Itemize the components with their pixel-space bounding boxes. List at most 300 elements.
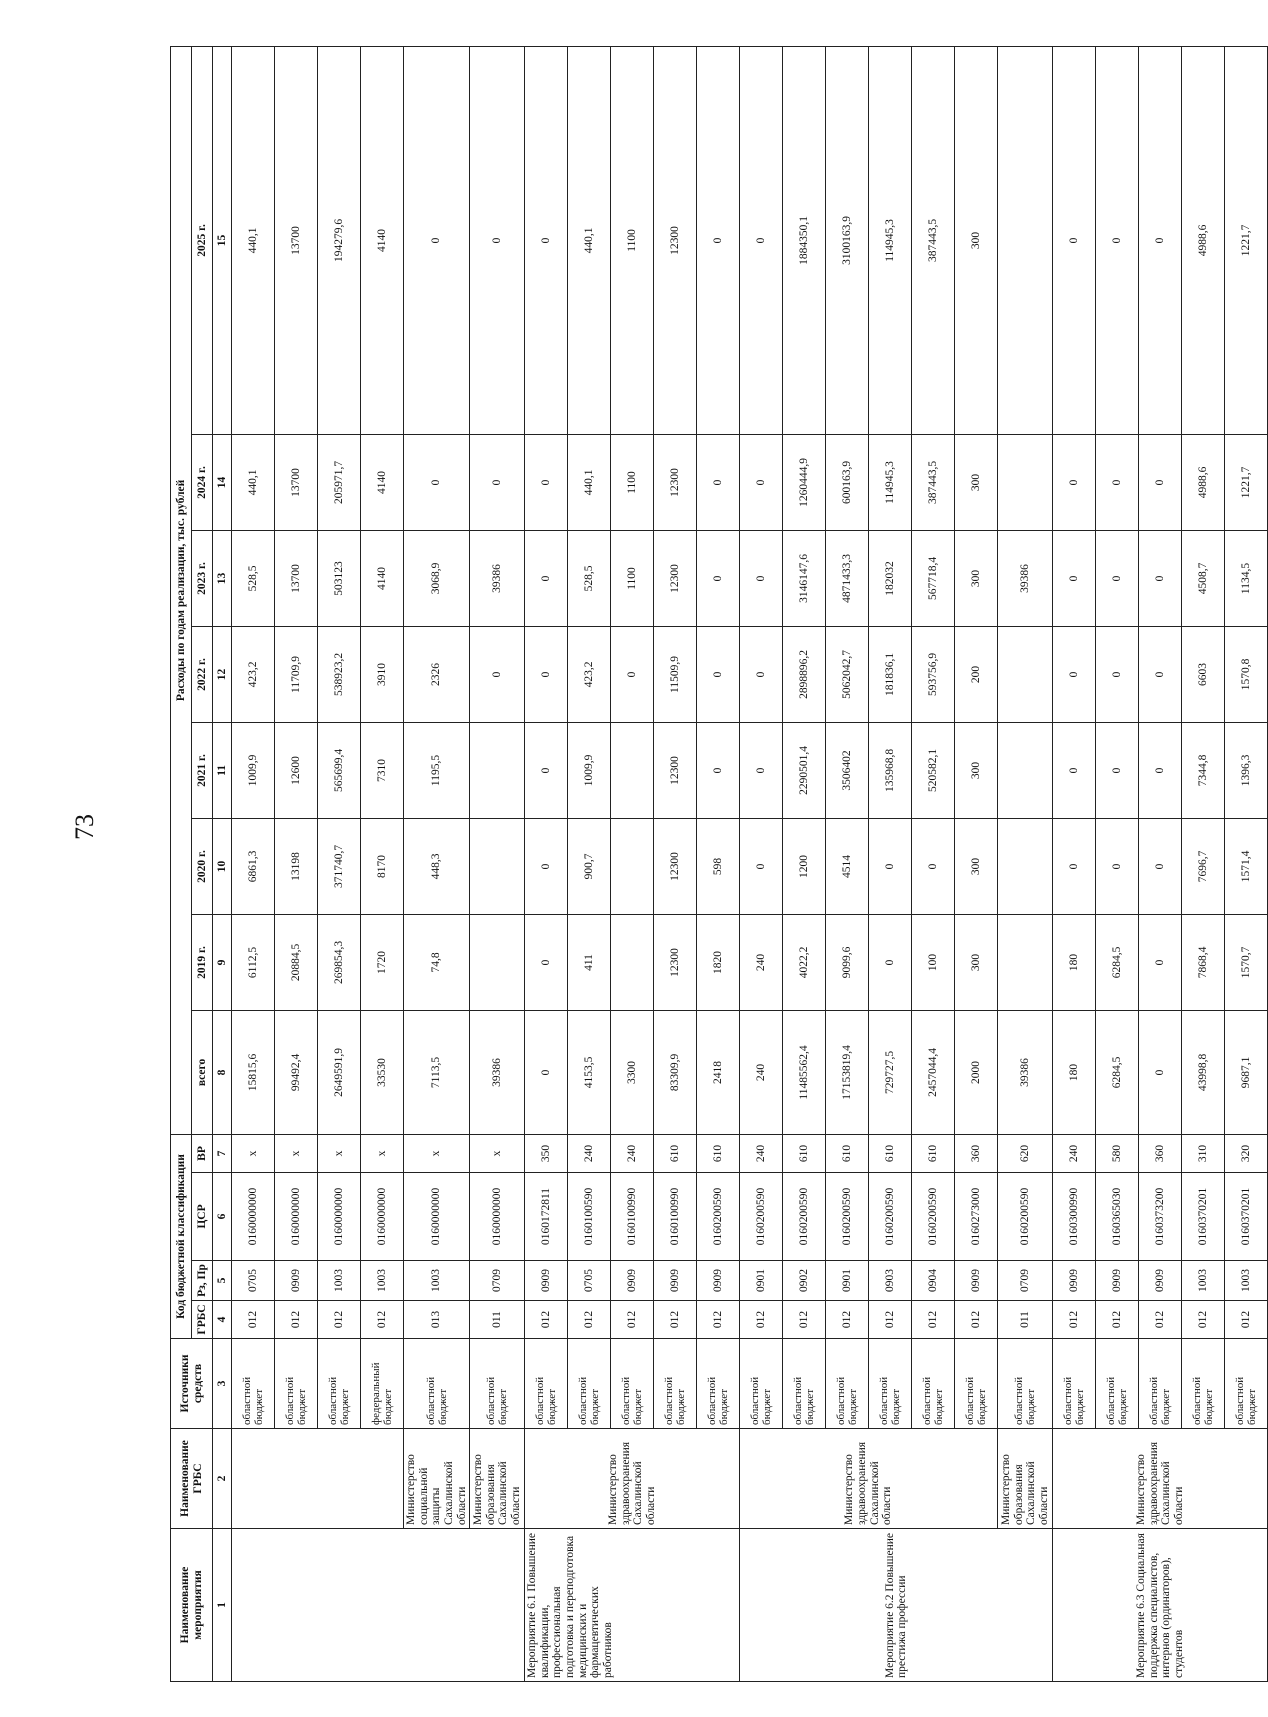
cell-year-2021: 12600 — [275, 722, 318, 818]
table-row — [470, 46, 525, 1681]
cell-year-2019: 0 — [869, 914, 912, 1010]
cell-year-2024: 0 — [740, 434, 783, 530]
cell-year-2021: 2290501,4 — [783, 722, 826, 818]
cell-year-2019: 6112,5 — [232, 914, 275, 1010]
cell-year-2019: 100 — [912, 914, 955, 1010]
cell-year-2019: 300 — [955, 914, 998, 1010]
grbs-name-health-6-1: Министерство здравоохранения Сахалинской области — [525, 1429, 740, 1529]
cell-grbs: 012 — [654, 1301, 697, 1339]
header-grbs: ГРБС — [192, 1301, 213, 1339]
cell-rzpr: 0909 — [1139, 1261, 1182, 1301]
cell-year-2021 — [611, 722, 654, 818]
cell-year-2019 — [998, 914, 1053, 1010]
cell-csr: 0160200590 — [740, 1173, 783, 1261]
cell-year-2021: 12300 — [654, 722, 697, 818]
cell-year-2022: 0 — [470, 626, 525, 722]
cell-year-2020 — [470, 818, 525, 914]
cell-vr: х — [470, 1134, 525, 1172]
cell-total: 6284,5 — [1096, 1010, 1139, 1134]
cell-year-2019: 1720 — [361, 914, 404, 1010]
cell-year-2019 — [470, 914, 525, 1010]
cell-year-2022: 593756,9 — [912, 626, 955, 722]
cell-year-2022: 538923,2 — [318, 626, 361, 722]
cell-year-2021: 1009,9 — [568, 722, 611, 818]
cell-total: 0 — [1139, 1010, 1182, 1134]
cell-year-2019: 1820 — [697, 914, 740, 1010]
header-total: всего — [192, 1010, 213, 1134]
cell-source: областной бюджет — [318, 1339, 361, 1429]
cell-csr: 0160100990 — [654, 1173, 697, 1261]
cell-total: 39386 — [998, 1010, 1053, 1134]
cell-rzpr: 1003 — [361, 1261, 404, 1301]
cell-rzpr: 0904 — [912, 1261, 955, 1301]
cell-year-2024: 205971,7 — [318, 434, 361, 530]
cell-year-2020: 4514 — [826, 818, 869, 914]
cell-year-2020: 0 — [740, 818, 783, 914]
cell-year-2022: 0 — [740, 626, 783, 722]
cell-source: областной бюджет — [998, 1339, 1053, 1429]
cell-vr: 620 — [998, 1134, 1053, 1172]
cell-year-2025: 387443,5 — [912, 46, 955, 434]
cell-vr: 350 — [525, 1134, 568, 1172]
cell-year-2022: 2326 — [404, 626, 470, 722]
cell-source: областной бюджет — [611, 1339, 654, 1429]
cell-year-2021: 1009,9 — [232, 722, 275, 818]
cell-year-2020 — [998, 818, 1053, 914]
table-row — [740, 46, 783, 1681]
cell-vr: х — [404, 1134, 470, 1172]
cell-year-2019: 240 — [740, 914, 783, 1010]
cell-source: областной бюджет — [912, 1339, 955, 1429]
cell-csr: 0160300990 — [1053, 1173, 1096, 1261]
cell-year-2020: 0 — [912, 818, 955, 914]
cell-year-2022: 2898896,2 — [783, 626, 826, 722]
col-num: 3 — [213, 1339, 232, 1429]
cell-year-2025: 0 — [697, 46, 740, 434]
cell-rzpr: 0901 — [740, 1261, 783, 1301]
cell-year-2025: 3100163,9 — [826, 46, 869, 434]
cell-year-2025: 440,1 — [568, 46, 611, 434]
cell-year-2024: 0 — [697, 434, 740, 530]
cell-year-2022: 181836,1 — [869, 626, 912, 722]
cell-year-2023: 567718,4 — [912, 530, 955, 626]
cell-year-2021 — [470, 722, 525, 818]
cell-rzpr: 0909 — [525, 1261, 568, 1301]
cell-year-2023: 4871433,3 — [826, 530, 869, 626]
cell-vr: 310 — [1182, 1134, 1225, 1172]
cell-grbs: 012 — [361, 1301, 404, 1339]
table-row — [525, 46, 568, 1681]
cell-vr: х — [361, 1134, 404, 1172]
column-number-row — [213, 46, 232, 1681]
cell-year-2024 — [998, 434, 1053, 530]
cell-year-2025: 13700 — [275, 46, 318, 434]
cell-csr: 0160100990 — [611, 1173, 654, 1261]
cell-grbs: 012 — [740, 1301, 783, 1339]
cell-vr: 580 — [1096, 1134, 1139, 1172]
cell-year-2020: 0 — [869, 818, 912, 914]
cell-year-2025 — [998, 46, 1053, 434]
cell-year-2023: 13700 — [275, 530, 318, 626]
cell-year-2025: 0 — [404, 46, 470, 434]
cell-year-2022: 11709,9 — [275, 626, 318, 722]
header-year-2020: 2020 г. — [192, 818, 213, 914]
cell-year-2020: 0 — [525, 818, 568, 914]
cell-year-2019: 411 — [568, 914, 611, 1010]
cell-total: 2457044,4 — [912, 1010, 955, 1134]
cell-csr: 0160200590 — [783, 1173, 826, 1261]
cell-source: областной бюджет — [404, 1339, 470, 1429]
cell-year-2021: 3506402 — [826, 722, 869, 818]
header-year-2021: 2021 г. — [192, 722, 213, 818]
cell-year-2020: 7696,7 — [1182, 818, 1225, 914]
cell-year-2019: 9099,6 — [826, 914, 869, 1010]
cell-year-2025: 4988,6 — [1182, 46, 1225, 434]
cell-year-2024: 387443,5 — [912, 434, 955, 530]
cell-grbs: 012 — [912, 1301, 955, 1339]
cell-year-2020: 13198 — [275, 818, 318, 914]
cell-year-2022 — [998, 626, 1053, 722]
cell-total: 9687,1 — [1225, 1010, 1268, 1134]
cell-year-2021: 7344,8 — [1182, 722, 1225, 818]
col-num: 1 — [213, 1529, 232, 1682]
cell-total: 3300 — [611, 1010, 654, 1134]
cell-vr: 240 — [740, 1134, 783, 1172]
cell-grbs: 012 — [1225, 1301, 1268, 1339]
cell-year-2020: 8170 — [361, 818, 404, 914]
event-6-3-name: Мероприятие 6.3 Социальная поддержка специалистов, интернов (ординаторов), студентов — [1053, 1529, 1268, 1682]
cell-year-2019: 7868,4 — [1182, 914, 1225, 1010]
cell-year-2021: 520582,1 — [912, 722, 955, 818]
cell-source: областной бюджет — [1225, 1339, 1268, 1429]
cell-year-2022: 6603 — [1182, 626, 1225, 722]
cell-vr: х — [275, 1134, 318, 1172]
cell-rzpr: 0909 — [654, 1261, 697, 1301]
cell-rzpr: 0903 — [869, 1261, 912, 1301]
cell-year-2019: 12300 — [654, 914, 697, 1010]
cell-year-2023: 3068,9 — [404, 530, 470, 626]
cell-vr: 240 — [1053, 1134, 1096, 1172]
cell-source: областной бюджет — [740, 1339, 783, 1429]
cell-year-2024: 1260444,9 — [783, 434, 826, 530]
cell-rzpr: 0901 — [826, 1261, 869, 1301]
cell-csr: 0160200590 — [869, 1173, 912, 1261]
cell-rzpr: 1003 — [404, 1261, 470, 1301]
cell-total: 7113,5 — [404, 1010, 470, 1134]
cell-csr: 0160200590 — [826, 1173, 869, 1261]
cell-grbs: 011 — [470, 1301, 525, 1339]
header-expenses-group: Расходы по годам реализации, тыс. рублей — [171, 46, 192, 1134]
cell-year-2025: 300 — [955, 46, 998, 434]
header-rzpr: Рз, Пр — [192, 1261, 213, 1301]
cell-total: 17153819,4 — [826, 1010, 869, 1134]
col-num: 7 — [213, 1134, 232, 1172]
cell-year-2019: 0 — [525, 914, 568, 1010]
cell-grbs: 012 — [611, 1301, 654, 1339]
cell-year-2024: 1221,7 — [1225, 434, 1268, 530]
cell-grbs: 012 — [318, 1301, 361, 1339]
cell-year-2024: 440,1 — [232, 434, 275, 530]
cell-year-2019: 4022,2 — [783, 914, 826, 1010]
cell-year-2019: 6284,5 — [1096, 914, 1139, 1010]
cell-year-2023: 0 — [525, 530, 568, 626]
cell-source: областной бюджет — [568, 1339, 611, 1429]
cell-year-2023: 0 — [1053, 530, 1096, 626]
cell-grbs: 012 — [232, 1301, 275, 1339]
cell-year-2025: 1221,7 — [1225, 46, 1268, 434]
cell-year-2024: 0 — [1053, 434, 1096, 530]
cell-year-2021: 300 — [955, 722, 998, 818]
cell-csr: 0160200590 — [912, 1173, 955, 1261]
cell-year-2020: 900,7 — [568, 818, 611, 914]
cell-grbs: 012 — [568, 1301, 611, 1339]
cell-vr: 360 — [1139, 1134, 1182, 1172]
cell-vr: 610 — [697, 1134, 740, 1172]
cell-vr: 610 — [869, 1134, 912, 1172]
cell-grbs: 012 — [826, 1301, 869, 1339]
cell-rzpr: 0909 — [611, 1261, 654, 1301]
cell-year-2023: 1134,5 — [1225, 530, 1268, 626]
cell-year-2021: 0 — [1053, 722, 1096, 818]
budget-table-rotated — [170, 47, 1259, 1682]
cell-csr: 0160172811 — [525, 1173, 568, 1261]
cell-total: 4153,5 — [568, 1010, 611, 1134]
header-year-2019: 2019 г. — [192, 914, 213, 1010]
cell-year-2025: 0 — [1139, 46, 1182, 434]
cell-year-2023: 528,5 — [232, 530, 275, 626]
cell-year-2023: 39386 — [470, 530, 525, 626]
cell-grbs: 012 — [1053, 1301, 1096, 1339]
cell-year-2021 — [998, 722, 1053, 818]
cell-year-2023: 300 — [955, 530, 998, 626]
budget-table — [170, 46, 1268, 1682]
cell-year-2022: 5062042,7 — [826, 626, 869, 722]
col-num: 14 — [213, 434, 232, 530]
cell-year-2025: 440,1 — [232, 46, 275, 434]
cell-year-2023: 3146147,6 — [783, 530, 826, 626]
header-year-2024: 2024 г. — [192, 434, 213, 530]
cell-year-2024: 12300 — [654, 434, 697, 530]
cell-csr: 0160000000 — [318, 1173, 361, 1261]
cell-total: 0 — [525, 1010, 568, 1134]
cell-year-2020: 598 — [697, 818, 740, 914]
cell-grbs: 012 — [1182, 1301, 1225, 1339]
cell-year-2025: 0 — [740, 46, 783, 434]
cell-vr: 610 — [783, 1134, 826, 1172]
cell-year-2023: 503123 — [318, 530, 361, 626]
cell-year-2023: 4508,7 — [1182, 530, 1225, 626]
cell-year-2024: 0 — [470, 434, 525, 530]
cell-year-2021: 0 — [525, 722, 568, 818]
cell-vr: 610 — [654, 1134, 697, 1172]
cell-year-2020: 300 — [955, 818, 998, 914]
cell-year-2025: 1884350,1 — [783, 46, 826, 434]
cell-vr: 320 — [1225, 1134, 1268, 1172]
cell-grbs: 012 — [275, 1301, 318, 1339]
col-num: 10 — [213, 818, 232, 914]
cell-rzpr: 0709 — [998, 1261, 1053, 1301]
cell-year-2024: 114945,3 — [869, 434, 912, 530]
cell-source: областной бюджет — [826, 1339, 869, 1429]
cell-year-2025: 0 — [525, 46, 568, 434]
header-row-1 — [171, 46, 192, 1681]
cell-year-2022: 1570,8 — [1225, 626, 1268, 722]
cell-year-2019: 20884,5 — [275, 914, 318, 1010]
cell-year-2020: 0 — [1053, 818, 1096, 914]
col-num: 11 — [213, 722, 232, 818]
cell-year-2022: 0 — [697, 626, 740, 722]
cell-vr: 240 — [568, 1134, 611, 1172]
cell-csr: 0160000000 — [232, 1173, 275, 1261]
cell-total: 180 — [1053, 1010, 1096, 1134]
cell-csr: 0160370201 — [1182, 1173, 1225, 1261]
cell-year-2022: 423,2 — [232, 626, 275, 722]
cell-year-2022: 0 — [1096, 626, 1139, 722]
cell-year-2023: 182032 — [869, 530, 912, 626]
cell-year-2020: 1571,4 — [1225, 818, 1268, 914]
grbs-name-cell-empty — [232, 1429, 404, 1529]
cell-vr: 610 — [826, 1134, 869, 1172]
table-row — [998, 46, 1053, 1681]
header-year-2022: 2022 г. — [192, 626, 213, 722]
cell-source: областной бюджет — [1096, 1339, 1139, 1429]
col-num: 15 — [213, 46, 232, 434]
cell-csr: 0160100590 — [568, 1173, 611, 1261]
cell-rzpr: 0909 — [697, 1261, 740, 1301]
event-6-1-name: Мероприятие 6.1 Повышение квалификации, профессиональная подготовка и переподготовка медицинских и фармацевтических работников — [525, 1529, 740, 1682]
cell-grbs: 012 — [869, 1301, 912, 1339]
cell-year-2024: 4988,6 — [1182, 434, 1225, 530]
cell-grbs: 012 — [955, 1301, 998, 1339]
cell-rzpr: 0902 — [783, 1261, 826, 1301]
cell-year-2020 — [611, 818, 654, 914]
col-num: 8 — [213, 1010, 232, 1134]
cell-source: областной бюджет — [697, 1339, 740, 1429]
cell-total: 43998,8 — [1182, 1010, 1225, 1134]
cell-grbs: 012 — [1096, 1301, 1139, 1339]
cell-year-2022: 423,2 — [568, 626, 611, 722]
cell-year-2021: 135968,8 — [869, 722, 912, 818]
cell-year-2024: 1100 — [611, 434, 654, 530]
cell-year-2022: 0 — [525, 626, 568, 722]
page-number: 73 — [70, 814, 99, 840]
cell-year-2025: 0 — [1053, 46, 1096, 434]
cell-year-2023: 4140 — [361, 530, 404, 626]
cell-year-2025: 0 — [470, 46, 525, 434]
cell-source: областной бюджет — [1053, 1339, 1096, 1429]
cell-csr: 0160273000 — [955, 1173, 998, 1261]
cell-csr: 0160200590 — [697, 1173, 740, 1261]
cell-year-2023: 0 — [697, 530, 740, 626]
header-kbk-group: Код бюджетной классификации — [171, 1134, 192, 1338]
cell-year-2020: 1200 — [783, 818, 826, 914]
col-num: 5 — [213, 1261, 232, 1301]
cell-year-2023: 12300 — [654, 530, 697, 626]
cell-grbs: 013 — [404, 1301, 470, 1339]
cell-total: 2418 — [697, 1010, 740, 1134]
cell-csr: 0160370201 — [1225, 1173, 1268, 1261]
cell-year-2022: 0 — [1139, 626, 1182, 722]
cell-total: 83309,9 — [654, 1010, 697, 1134]
cell-year-2025: 0 — [1096, 46, 1139, 434]
cell-grbs: 012 — [525, 1301, 568, 1339]
header-vr: ВР — [192, 1134, 213, 1172]
col-num: 13 — [213, 530, 232, 626]
cell-total: 15815,6 — [232, 1010, 275, 1134]
cell-year-2021: 565699,4 — [318, 722, 361, 818]
cell-year-2019: 180 — [1053, 914, 1096, 1010]
cell-grbs: 012 — [697, 1301, 740, 1339]
cell-year-2021: 0 — [1096, 722, 1139, 818]
cell-year-2019: 269854,3 — [318, 914, 361, 1010]
col-num: 12 — [213, 626, 232, 722]
cell-year-2021: 0 — [740, 722, 783, 818]
cell-year-2024: 600163,9 — [826, 434, 869, 530]
cell-year-2019 — [611, 914, 654, 1010]
cell-year-2024: 0 — [1139, 434, 1182, 530]
cell-year-2021: 1396,3 — [1225, 722, 1268, 818]
cell-year-2019: 74,8 — [404, 914, 470, 1010]
cell-rzpr: 0909 — [1053, 1261, 1096, 1301]
cell-year-2020: 6861,3 — [232, 818, 275, 914]
cell-year-2019: 0 — [1139, 914, 1182, 1010]
header-year-2025: 2025 г. — [192, 46, 213, 434]
cell-vr: х — [318, 1134, 361, 1172]
cell-source: областной бюджет — [232, 1339, 275, 1429]
cell-source: областной бюджет — [783, 1339, 826, 1429]
cell-rzpr: 1003 — [1182, 1261, 1225, 1301]
cell-year-2020: 448,3 — [404, 818, 470, 914]
cell-year-2025: 12300 — [654, 46, 697, 434]
cell-year-2022: 0 — [1053, 626, 1096, 722]
cell-source: областной бюджет — [470, 1339, 525, 1429]
col-num: 9 — [213, 914, 232, 1010]
grbs-name-education: Министерство образования Сахалинской области — [470, 1429, 525, 1529]
cell-source: областной бюджет — [654, 1339, 697, 1429]
cell-year-2021: 0 — [1139, 722, 1182, 818]
table-row — [404, 46, 470, 1681]
cell-year-2025: 4140 — [361, 46, 404, 434]
cell-rzpr: 0909 — [955, 1261, 998, 1301]
cell-grbs: 012 — [783, 1301, 826, 1339]
cell-source: федеральный бюджет — [361, 1339, 404, 1429]
event-6-2-name: Мероприятие 6.2 Повышение престижа профессии — [740, 1529, 1053, 1682]
cell-year-2025: 114945,3 — [869, 46, 912, 434]
header-year-2023: 2023 г. — [192, 530, 213, 626]
grbs-name-education-6-2: Министерство образования Сахалинской области — [998, 1429, 1053, 1529]
cell-year-2022: 0 — [611, 626, 654, 722]
cell-year-2022: 3910 — [361, 626, 404, 722]
header-csr: ЦСР — [192, 1173, 213, 1261]
cell-year-2025: 1100 — [611, 46, 654, 434]
cell-source: областной бюджет — [955, 1339, 998, 1429]
cell-source: областной бюджет — [1182, 1339, 1225, 1429]
cell-year-2024: 0 — [404, 434, 470, 530]
cell-year-2021: 7310 — [361, 722, 404, 818]
cell-year-2023: 0 — [740, 530, 783, 626]
cell-year-2024: 13700 — [275, 434, 318, 530]
cell-total: 2000 — [955, 1010, 998, 1134]
cell-csr: 0160000000 — [361, 1173, 404, 1261]
cell-total: 240 — [740, 1010, 783, 1134]
cell-csr: 0160365030 — [1096, 1173, 1139, 1261]
cell-year-2022: 11509,9 — [654, 626, 697, 722]
cell-rzpr: 1003 — [318, 1261, 361, 1301]
cell-year-2021: 0 — [697, 722, 740, 818]
cell-total: 729727,5 — [869, 1010, 912, 1134]
table-row — [1053, 46, 1096, 1681]
cell-vr: 240 — [611, 1134, 654, 1172]
